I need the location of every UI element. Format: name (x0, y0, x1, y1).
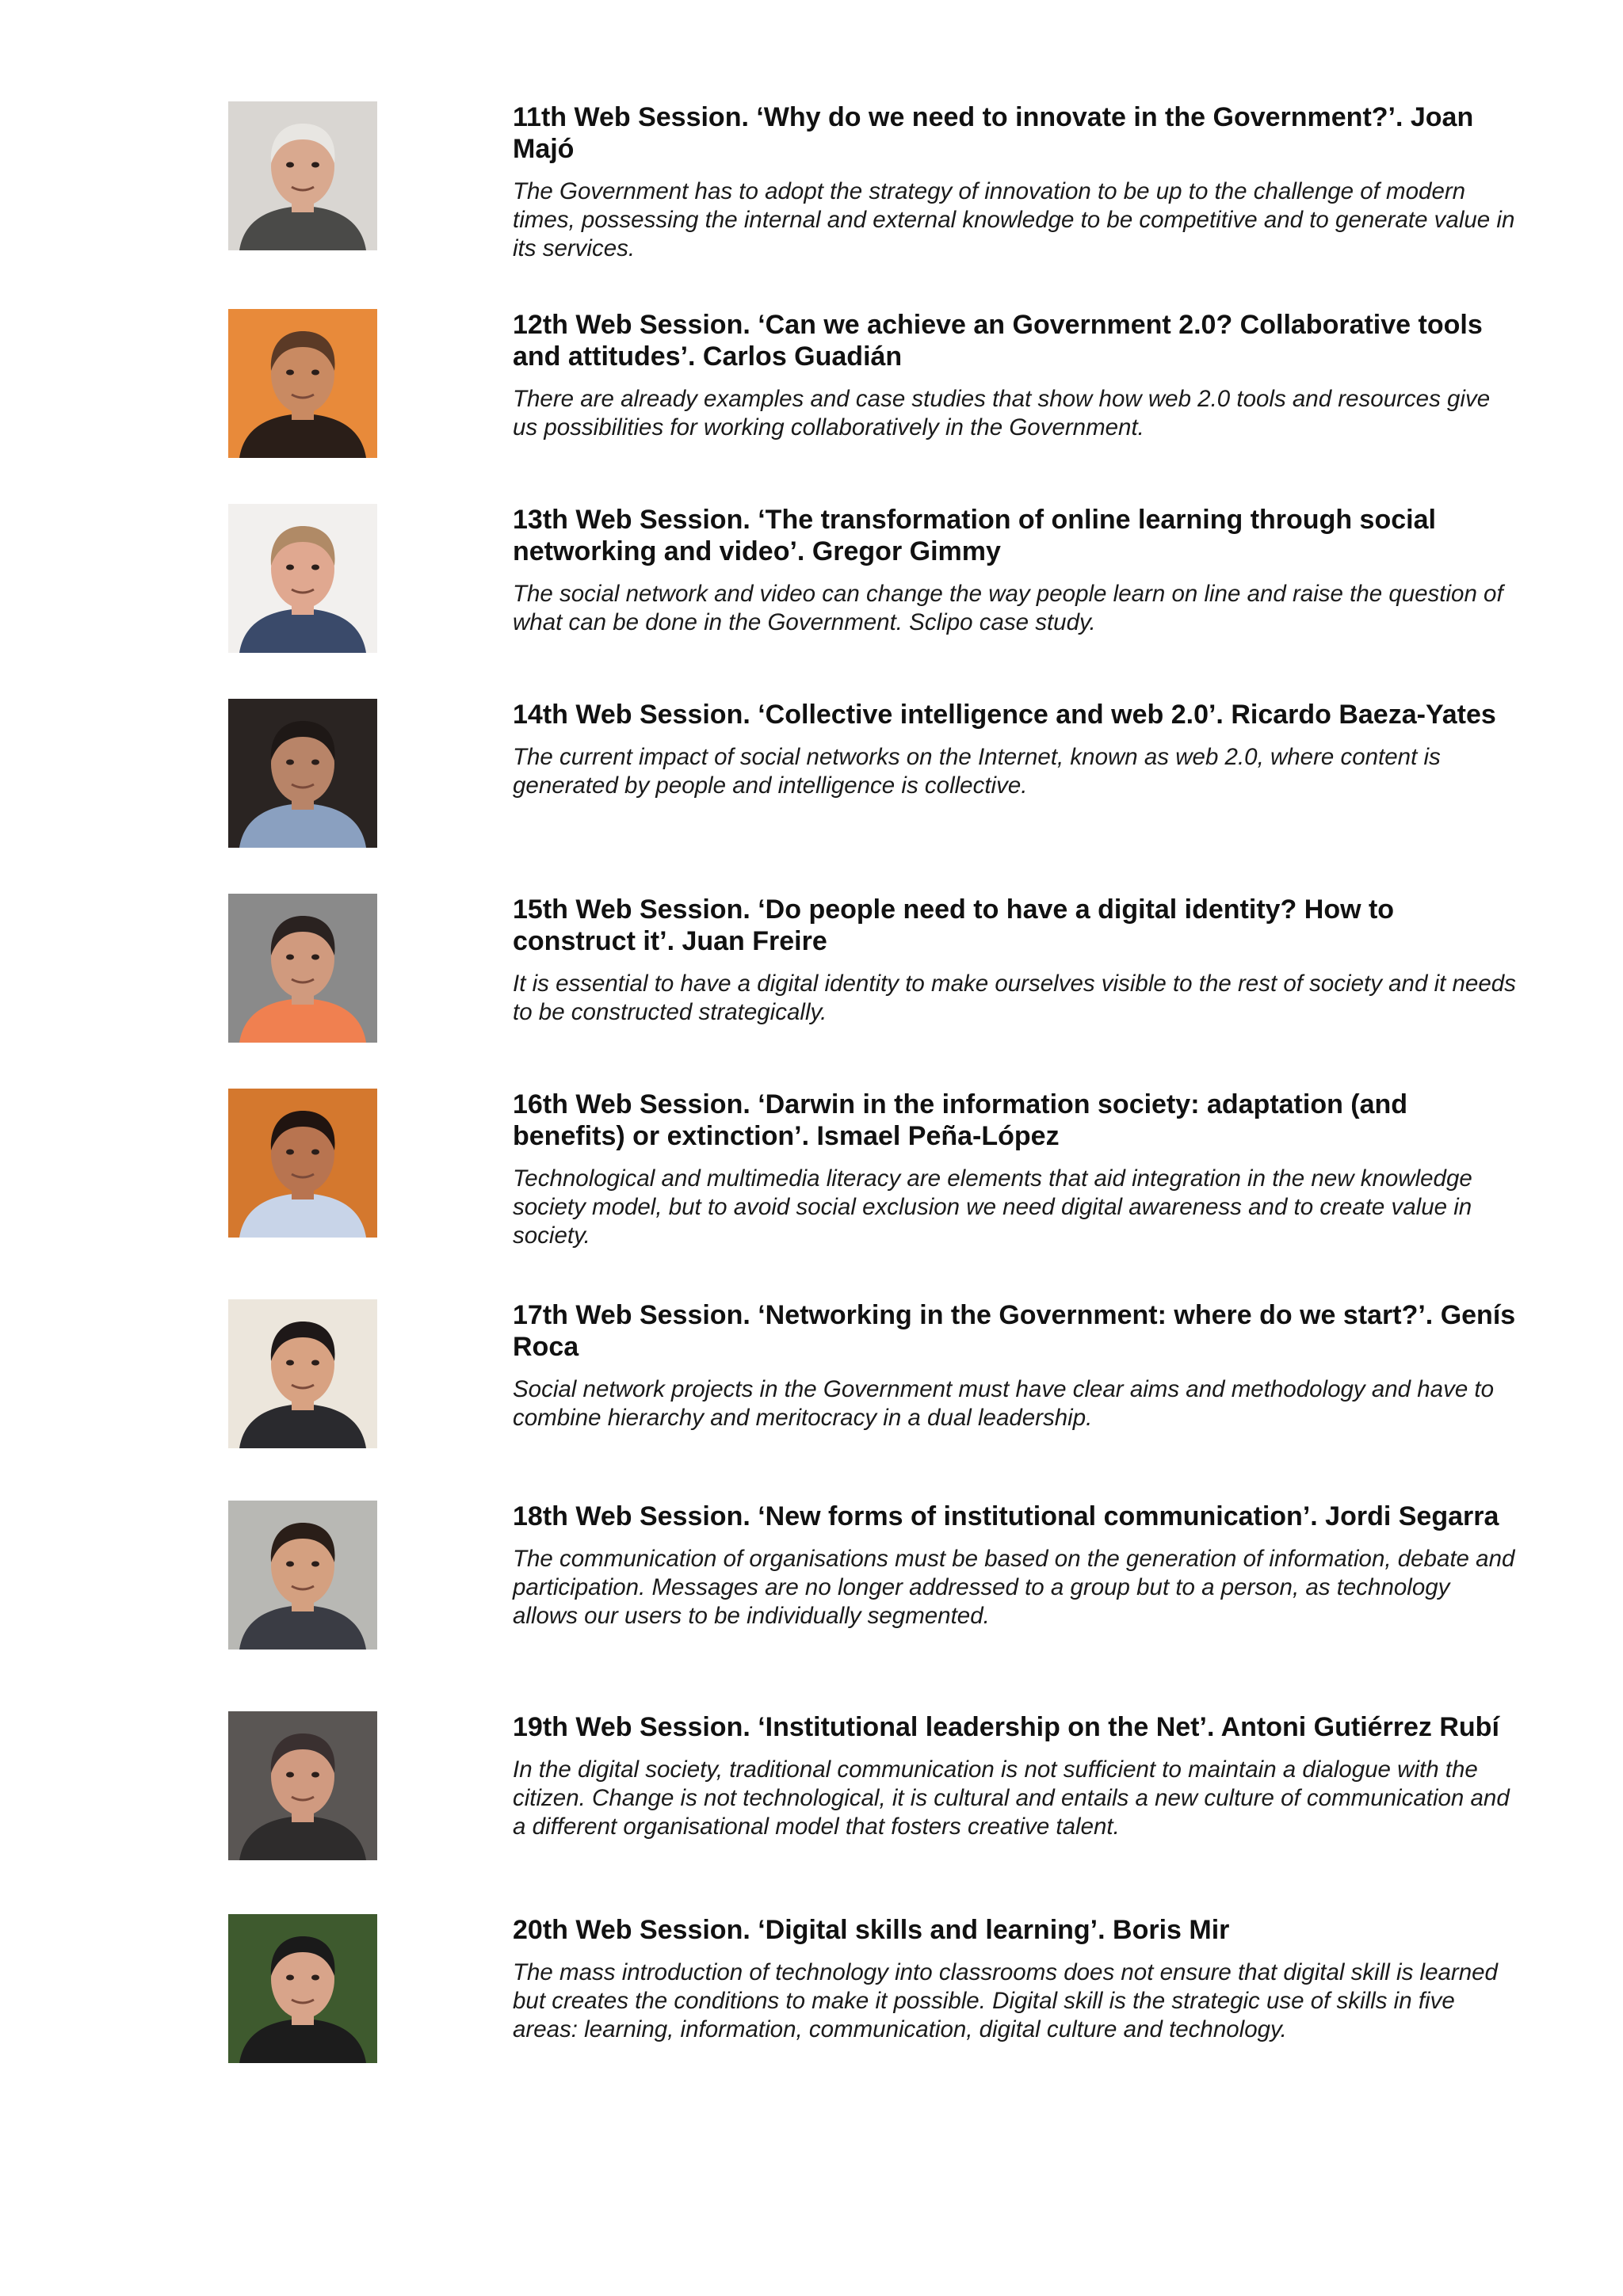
session-description: The mass introduction of technology into classrooms does not ensure that digital skill is learned but creates the conditions to make it possible. Digital skill is the strategic use of skills in five areas: learning, information, communication, digital culture and technology. (513, 1959, 1498, 2042)
portrait-image (228, 101, 377, 250)
session-title: 20th Web Session. ‘Digital skills and learning’. Boris Mir (513, 1915, 1230, 1945)
session-title: 18th Web Session. ‘New forms of institutional communication’. Jordi Segarra (513, 1501, 1499, 1531)
session-title: 12th Web Session. ‘Can we achieve an Government 2.0? Collaborative tools and attitudes’. Carlos Guadián (513, 310, 1483, 372)
session-title: 13th Web Session. ‘The transformation of online learning through social networking and video’. Gregor Gimmy (513, 505, 1436, 566)
session-description: Social network projects in the Government must have clear aims and methodology and have to combine hierarchy and meritocracy in a dual leadership. (513, 1376, 1495, 1431)
session-description: In the digital society, traditional communication is not sufficient to maintain a dialogue with the citizen. Change is not technological, it is cultural and entails a new culture of communication and a different organisational model that fosters creative talent. (513, 1756, 1510, 1840)
portrait-image (228, 894, 377, 1043)
session-text (513, 309, 1519, 442)
session-description: Technological and multimedia literacy are elements that aid integration in the new knowledge society model, but to avoid social exclusion we need digital awareness and to create value in society. (513, 1165, 1472, 1249)
speaker-photo (228, 1711, 377, 1860)
session-title: 16th Web Session. ‘Darwin in the information society: adaptation (and benefits) or extinction’. Ismael Peña-López (513, 1089, 1408, 1151)
portrait-image (228, 1501, 377, 1650)
session-title: 19th Web Session. ‘Institutional leadership on the Net’. Antoni Gutiérrez Rubí (513, 1712, 1499, 1742)
session-title: 17th Web Session. ‘Networking in the Government: where do we start?’. Genís Roca (513, 1300, 1516, 1362)
session-title: 11th Web Session. ‘Why do we need to innovate in the Government?’. Joan Majó (513, 102, 1474, 164)
session-text (513, 101, 1519, 263)
session-text (513, 1711, 1519, 1841)
session-description: It is essential to have a digital identity to make ourselves visible to the rest of society and it needs to be constructed strategically. (513, 971, 1516, 1025)
session-text (513, 1501, 1519, 1630)
speaker-photo (228, 1501, 377, 1650)
speaker-photo (228, 1299, 377, 1448)
portrait-image (228, 699, 377, 848)
portrait-image (228, 504, 377, 653)
session-text (513, 504, 1519, 637)
speaker-photo (228, 504, 377, 653)
portrait-image (228, 1914, 377, 2063)
portrait-image (228, 309, 377, 458)
session-description: The current impact of social networks on the Internet, known as web 2.0, where content is generated by people and intelligence is collective. (513, 744, 1441, 799)
session-title: 14th Web Session. ‘Collective intelligence and web 2.0’. Ricardo Baeza-Yates (513, 700, 1496, 730)
speaker-photo (228, 1089, 377, 1238)
speaker-photo (228, 1914, 377, 2063)
speaker-photo (228, 699, 377, 848)
session-title: 15th Web Session. ‘Do people need to have a digital identity? How to construct it’. Juan Freire (513, 894, 1395, 956)
session-text (513, 894, 1519, 1027)
session-description: There are already examples and case studies that show how web 2.0 tools and resources give us possibilities for working collaboratively in the Government. (513, 386, 1491, 441)
session-description: The communication of organisations must be based on the generation of information, debate and participation. Messages are no longer addressed to a group but to a person, as technology allows our users to be individually segmented. (513, 1546, 1515, 1629)
session-description: The social network and video can change the way people learn on line and raise the question of what can be done in the Government. Sclipo case study. (513, 581, 1503, 635)
session-text (513, 699, 1519, 800)
session-text (513, 1299, 1519, 1432)
portrait-image (228, 1711, 377, 1860)
speaker-photo (228, 309, 377, 458)
session-description: The Government has to adopt the strategy of innovation to be up to the challenge of modern times, possessing the internal and external knowledge to be competitive and to generate value in its services. (513, 178, 1515, 261)
portrait-image (228, 1299, 377, 1448)
session-text (513, 1914, 1519, 2044)
session-text (513, 1089, 1519, 1250)
speaker-photo (228, 101, 377, 250)
portrait-image (228, 1089, 377, 1238)
speaker-photo (228, 894, 377, 1043)
